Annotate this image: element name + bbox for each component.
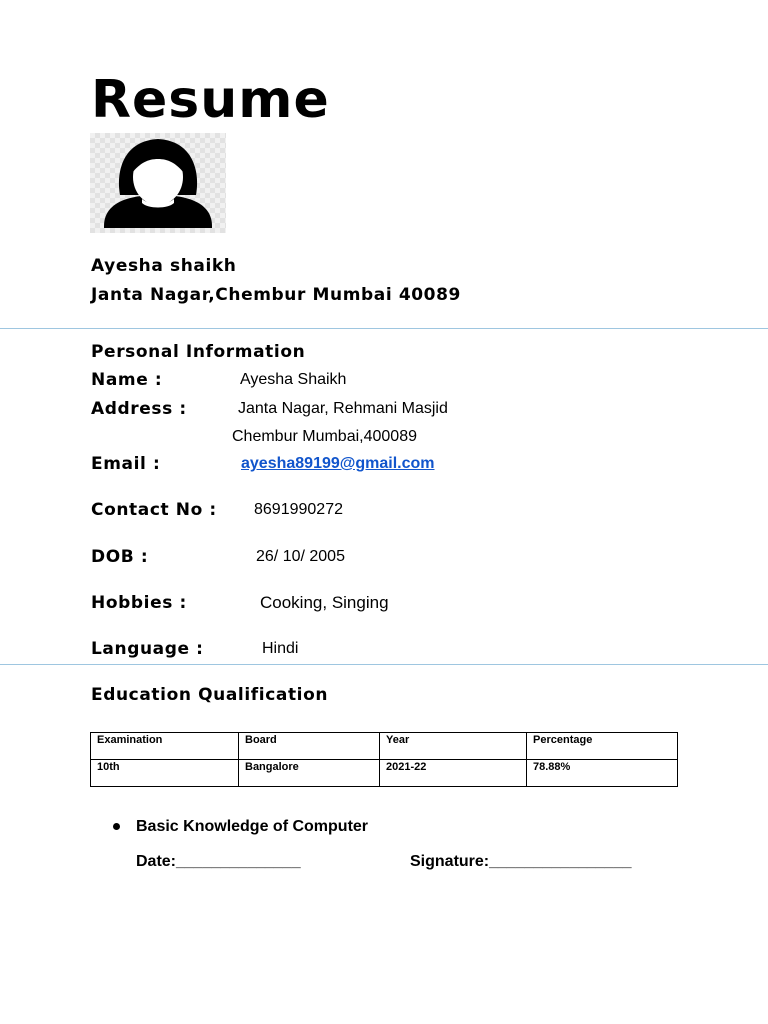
name-value: Ayesha Shaikh [240, 371, 347, 388]
hobbies-label: Hobbies : [91, 593, 187, 613]
hobbies-value: Cooking, Singing [260, 593, 389, 612]
personal-info-heading: Personal Information [91, 342, 306, 362]
table-row [91, 760, 678, 787]
table-header-cell: Percentage [527, 733, 678, 760]
email-label: Email : [91, 454, 161, 474]
table-cell: Bangalore [239, 760, 380, 787]
divider [0, 328, 768, 329]
table-header-cell: Board [239, 733, 380, 760]
table-header-cell: Year [380, 733, 527, 760]
table-cell: 2021-22 [380, 760, 527, 787]
avatar [90, 133, 226, 233]
address-line-1: Janta Nagar, Rehmani Masjid [238, 400, 448, 417]
bullet-icon [113, 823, 120, 830]
signature-field: Signature:________________ [410, 853, 632, 870]
resume-title: Resume [91, 70, 330, 130]
name-label: Name : [91, 370, 163, 390]
address-label: Address : [91, 399, 187, 419]
table-header-row [91, 733, 678, 760]
address-line-2: Chembur Mumbai,400089 [232, 428, 417, 445]
header-address: Janta Nagar,Chembur Mumbai 40089 [91, 285, 461, 305]
table-header-cell: Examination [91, 733, 239, 760]
table-cell: 10th [91, 760, 239, 787]
contact-label: Contact No : [91, 500, 217, 520]
table-cell: 78.88% [527, 760, 678, 787]
dob-value: 26/ 10/ 2005 [256, 548, 345, 565]
contact-value: 8691990272 [254, 501, 343, 518]
dob-label: DOB : [91, 547, 149, 567]
language-value: Hindi [262, 640, 299, 657]
divider [0, 664, 768, 665]
header-name: Ayesha shaikh [91, 256, 237, 276]
education-heading: Education Qualification [91, 685, 329, 705]
education-table [90, 732, 678, 787]
language-label: Language : [91, 639, 204, 659]
person-female-icon [90, 133, 226, 233]
date-field: Date:______________ [136, 853, 301, 870]
email-link[interactable]: ayesha89199@gmail.com [241, 455, 435, 472]
skill-item: Basic Knowledge of Computer [136, 818, 369, 835]
